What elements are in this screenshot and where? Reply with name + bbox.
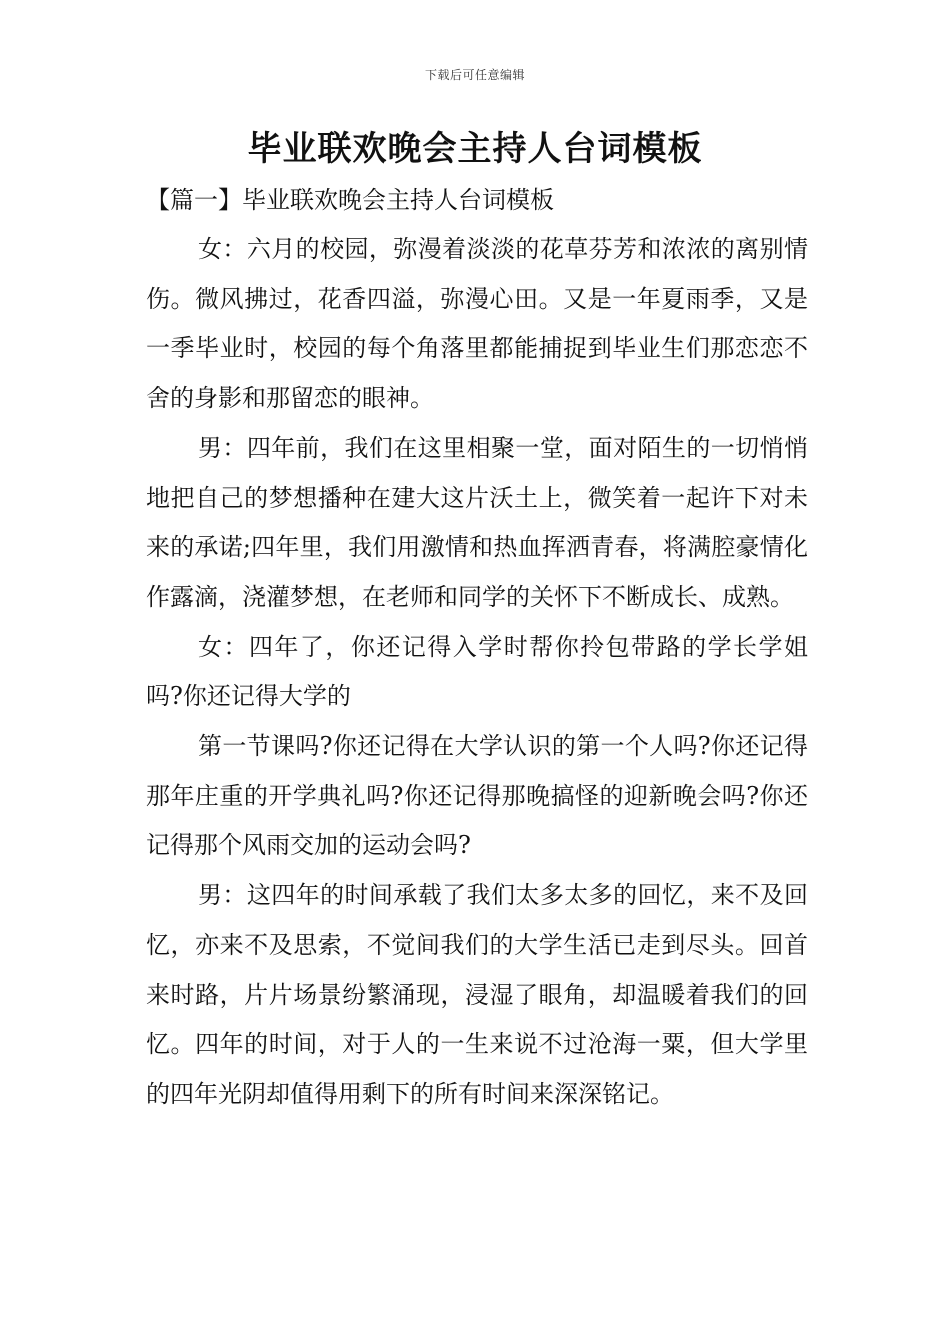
paragraph: 第一节课吗?你还记得在大学认识的第一个人吗?你还记得那年庄重的开学典礼吗?你还记得那晚搞怪的迎新晚会吗?你还记得那个风雨交加的运动会吗? <box>146 732 808 860</box>
document-title: 毕业联欢晚会主持人台词模板 <box>247 129 703 169</box>
document-body <box>146 175 808 1120</box>
paragraph: 男：这四年的时间承载了我们太多太多的回忆，来不及回忆，亦来不及思索，不觉间我们的大学生活已走到尽头。回首来时路，片片场景纷繁涌现，浸湿了眼角，却温暖着我们的回忆。四年的时间，对于人的一生来说不过沧海一粟，但大学里的四年光阴却值得用剩下的所有时间来深深铭记。 <box>146 881 808 1108</box>
paragraph: 女：六月的校园，弥漫着淡淡的花草芬芳和浓浓的离别情伤。微风拂过，花香四溢，弥漫心田。又是一年夏雨季，又是一季毕业时，校园的每个角落里都能捕捉到毕业生们那恋恋不舍的身影和那留恋的眼神。 <box>146 235 808 413</box>
paragraph: 女：四年了，你还记得入学时帮你拎包带路的学长学姐吗?你还记得大学的 <box>146 632 808 711</box>
header-note: 下载后可任意编辑 <box>424 68 525 82</box>
section-heading: 【篇一】毕业联欢晚会主持人台词模板 <box>146 186 554 214</box>
paragraph: 男：四年前，我们在这里相聚一堂，面对陌生的一切悄悄地把自己的梦想播种在建大这片沃土上，微笑着一起许下对未来的承诺;四年里，我们用激情和热血挥洒青春，将满腔豪情化作露滴，浇灌梦想，在老师和同学的关怀下不断成长、成熟。 <box>146 433 808 611</box>
